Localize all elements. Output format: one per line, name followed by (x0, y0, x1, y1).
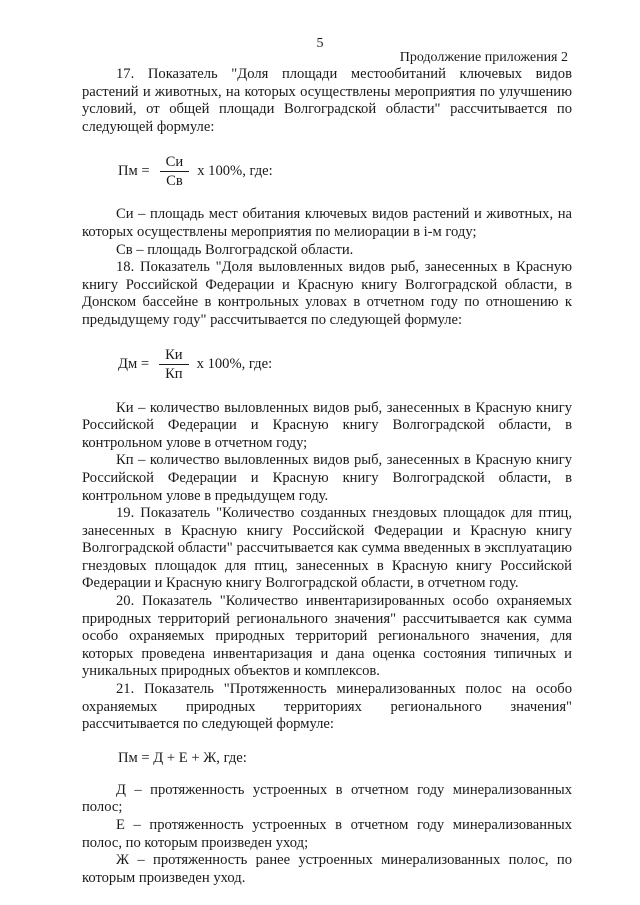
paragraph-17: 17. Показатель "Доля площади местообитаний ключевых видов растений и животных, на которых осуществлены мероприятия по улучшению условий, от общей площади Волгоградской области" рассчитывается по следующей формуле: (82, 66, 572, 135)
formula-rhs: х 100%, где: (196, 356, 273, 373)
document-body (82, 66, 572, 887)
fraction-numerator: Ки (159, 347, 189, 365)
paragraph-21: 21. Показатель "Протяженность минерализованных полос на особо охраняемых природных территориях регионального значения" рассчитывается по следующей формуле: (82, 681, 572, 733)
definition: Кп – количество выловленных видов рыб, занесенных в Красную книгу Российской Федерации и Красную книгу Волгоградской области, в контрольном улове в предыдущем году. (82, 452, 572, 504)
paragraph-18: 18. Показатель "Доля выловленных видов рыб, занесенных в Красную книгу Российской Федерации и Красную книгу Волгоградской области, в Донском бассейне в контрольных уловах в отчетном году по отношению к предыдущему году" рассчитывается по следующей формуле: (82, 259, 572, 328)
definition: Св – площадь Волгоградской области. (116, 241, 354, 258)
formula-fraction (160, 154, 190, 189)
formula-fraction (159, 347, 189, 382)
fraction-numerator: Си (160, 154, 190, 172)
formula-17 (118, 150, 572, 192)
definition: Ж – протяженность ранее устроенных минерализованных полос, по которым произведен уход. (82, 852, 572, 886)
paragraph-19: 19. Показатель "Количество созданных гнездовых площадок для птиц, занесенных в Красную книгу Российской Федерации и Красную книгу Волгоградской области" рассчитывается как сумма введенных в эксплуатацию гнездовых площадок для птиц, занесенных в Красную книгу Российской Федерации и Красную книгу Волгоградской области, в отчетном году. (82, 505, 572, 592)
definition: Е – протяженность устроенных в отчетном году минерализованных полос, по которым произведен уход; (82, 817, 572, 851)
definition: Д – протяженность устроенных в отчетном году минерализованных полос; (82, 781, 572, 816)
formula-rhs: х 100%, где: (197, 162, 273, 179)
appendix-note: Продолжение приложения 2 (399, 50, 568, 65)
formula-lhs: Пм = (118, 162, 150, 179)
definition: Ки – количество выловленных видов рыб, занесенных в Красную книгу Российской Федерации и Красную книгу Волгоградской области, в контрольном улове в отчетном году; (82, 399, 572, 451)
page-number: 5 (316, 36, 324, 51)
formula-lhs: Дм = (118, 356, 150, 373)
fraction-denominator: Св (166, 172, 183, 189)
definition: Си – площадь мест обитания ключевых видов растений и животных, на которых осуществлены мероприятия по мелиорации в i-м году; (82, 206, 572, 240)
formula-21: Пм = Д + Е + Ж, где: (118, 749, 247, 766)
paragraph-20: 20. Показатель "Количество инвентаризированных особо охраняемых природных территорий регионального значения" рассчитывается как сумма особо охраняемых природных территорий регионального значения, для которых проведена инвентаризация и дана оценка состояния типичных и уникальных природных объектов и комплексов. (82, 593, 572, 680)
formula-18 (118, 344, 572, 386)
fraction-denominator: Кп (165, 366, 183, 383)
